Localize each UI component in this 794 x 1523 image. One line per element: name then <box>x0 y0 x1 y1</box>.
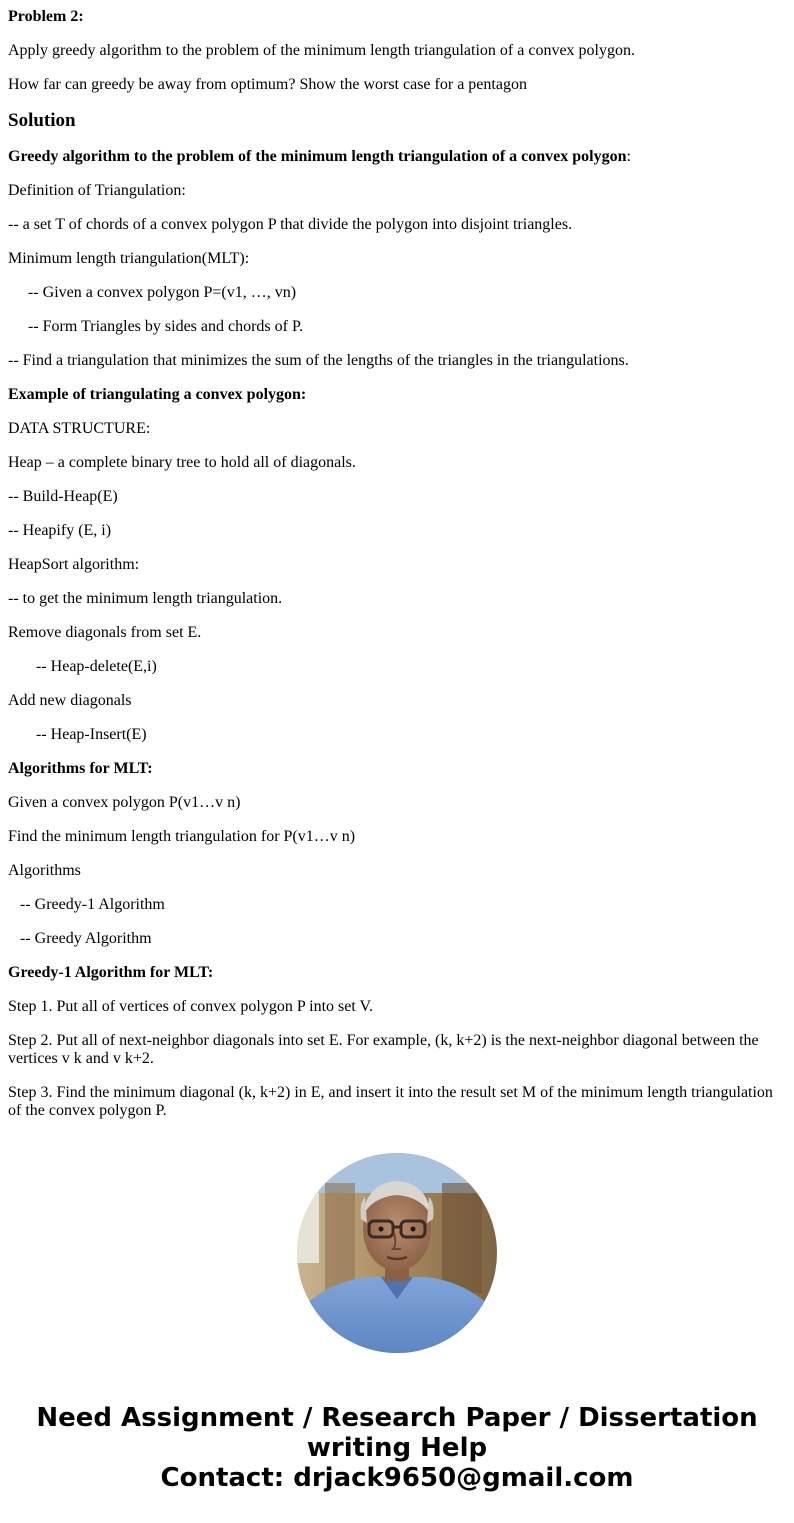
find-text: Find the minimum length triangulation for P(v1…v n) <box>8 828 356 845</box>
footer-contact: Contact: drjack9650@gmail.com <box>160 1463 634 1493</box>
definition-label: Definition of Triangulation: <box>8 182 186 199</box>
step-3: Step 3. Find the minimum diagonal (k, k+2) in E, and insert it into the result set M of the minimum length triangulation of the convex polygon P. <box>8 1084 773 1119</box>
greedy-heading: Greedy algorithm to the problem of the minimum length triangulation of a convex polygon <box>8 148 627 165</box>
definition-text: -- a set T of chords of a convex polygon P that divide the polygon into disjoint triangles. <box>8 216 573 233</box>
add-label: Add new diagonals <box>8 692 132 709</box>
heapify: -- Heapify (E, i) <box>8 522 112 539</box>
problem-line-1: Apply greedy algorithm to the problem of the minimum length triangulation of a convex polygon. <box>8 42 635 59</box>
avatar <box>297 1153 497 1353</box>
heap-text: Heap – a complete binary tree to hold all of diagonals. <box>8 454 356 471</box>
heap-delete: -- Heap-delete(E,i) <box>36 658 157 675</box>
problem-line-2: How far can greedy be away from optimum? Show the worst case for a pentagon <box>8 76 527 93</box>
heapsort-text: -- to get the minimum length triangulation. <box>8 590 283 607</box>
mlt-find: -- Find a triangulation that minimizes the sum of the lengths of the triangles in the triangulations. <box>8 352 629 369</box>
document-body <box>8 0 784 1122</box>
data-structure-label: DATA STRUCTURE: <box>8 420 151 437</box>
heapsort-label: HeapSort algorithm: <box>8 556 140 573</box>
footer-banner <box>0 1403 794 1493</box>
avatar-portrait-image <box>297 1153 497 1353</box>
given-text: Given a convex polygon P(v1…v n) <box>8 794 241 811</box>
solution-heading: Solution <box>8 110 76 131</box>
mlt-item-2: -- Form Triangles by sides and chords of P. <box>28 318 304 335</box>
greedy-heading-colon: : <box>626 148 631 165</box>
algorithm-item-greedy-1: -- Greedy-1 Algorithm <box>20 896 165 913</box>
step-1: Step 1. Put all of vertices of convex polygon P into set V. <box>8 998 374 1015</box>
mlt-label: Minimum length triangulation(MLT): <box>8 250 250 267</box>
step-2: Step 2. Put all of next-neighbor diagonals into set E. For example, (k, k+2) is the next-neighbor diagonal between the vertices v k and v k+2. <box>8 1032 759 1067</box>
greedy-heading-paragraph <box>8 148 784 166</box>
build-heap: -- Build-Heap(E) <box>8 488 118 505</box>
heap-insert: -- Heap-Insert(E) <box>36 726 147 743</box>
algorithms-label: Algorithms <box>8 862 81 879</box>
algorithm-item-greedy: -- Greedy Algorithm <box>20 930 152 947</box>
footer-line-1: Need Assignment / Research Paper / Dissertation <box>36 1403 758 1433</box>
example-heading: Example of triangulating a convex polygon: <box>8 386 307 403</box>
problem-heading: Problem 2: <box>8 8 84 25</box>
greedy-1-heading: Greedy-1 Algorithm for MLT: <box>8 964 214 981</box>
mlt-item-1: -- Given a convex polygon P=(v1, …, vn) <box>28 284 297 301</box>
remove-label: Remove diagonals from set E. <box>8 624 202 641</box>
algorithms-heading: Algorithms for MLT: <box>8 760 153 777</box>
footer-line-2: writing Help <box>306 1433 488 1463</box>
